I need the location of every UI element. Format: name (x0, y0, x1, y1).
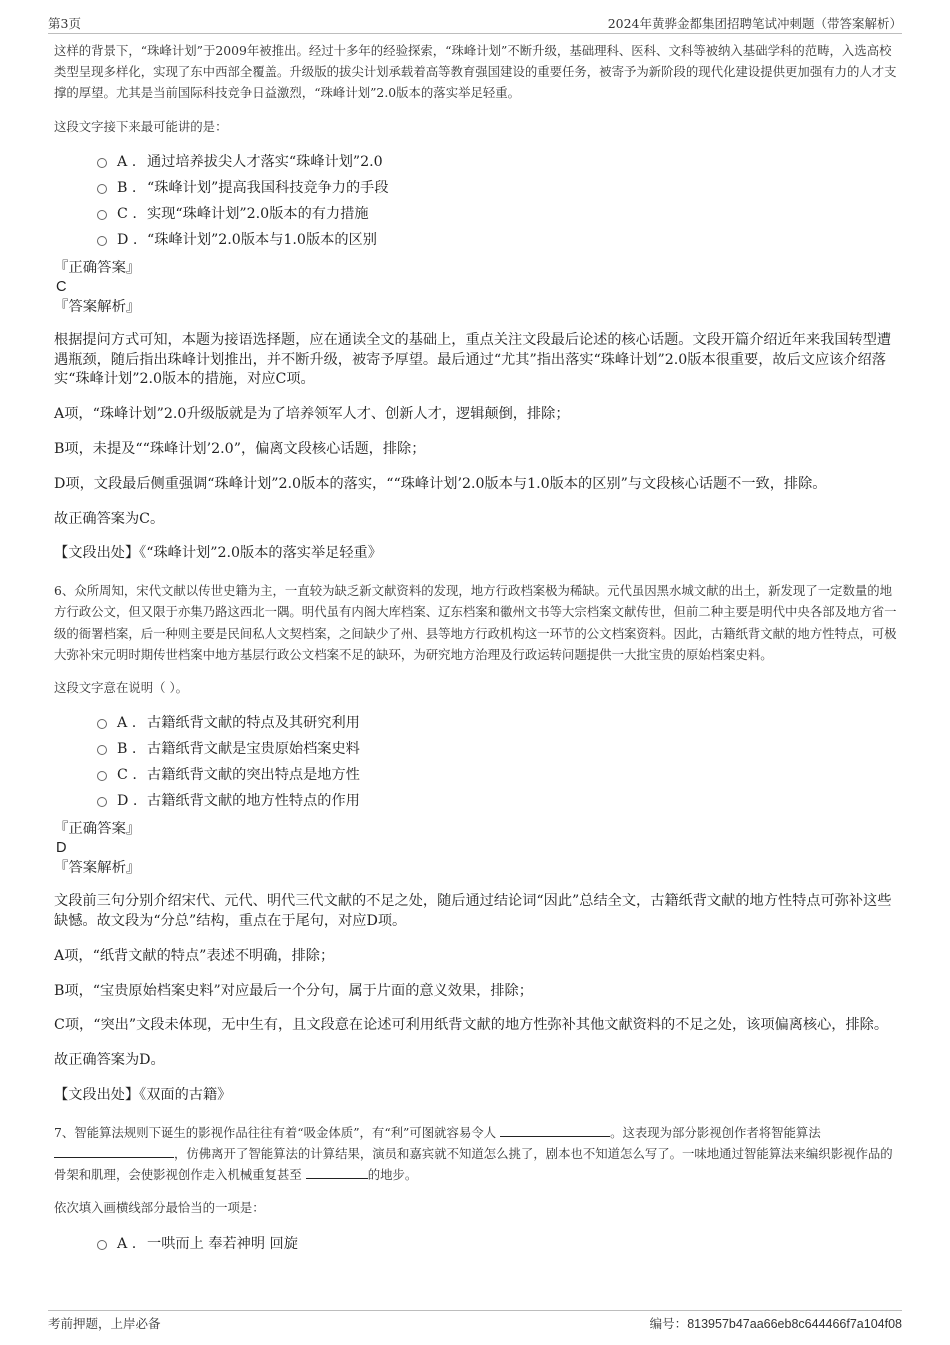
radio-icon[interactable] (97, 1240, 107, 1250)
q6-analysis-b: B项，“宝贵原始档案史料”对应最后一个分句，属于片面的意义效果，排除； (54, 982, 533, 999)
q5-option-b[interactable]: B . “珠峰计划”提高我国科技竞争力的手段 (54, 175, 900, 201)
radio-icon[interactable] (97, 184, 107, 194)
q7-options (54, 1231, 900, 1257)
radio-icon[interactable] (97, 210, 107, 220)
q5-analysis-d: D项，文段最后侧重强调“珠峰计划”2.0版本的落实，““珠峰计划’2.0版本与1.0版本的区别”与文段核心话题不一致，排除。 (54, 475, 827, 492)
footer-divider (48, 1310, 902, 1311)
q5-passage: 这样的背景下，“珠峰计划”于2009年被推出。经过十多年的经验探索，“珠峰计划”不断升级，基础理科、医科、文科等被纳入基础学科的范畴，入选高校类型呈现多样化，实现了东中西部全覆盖。升级版的拔尖计划承载着高等教育强国建设的重要任务，被寄予为新阶段的现代化建设提供更加强有力的人才支撑的厚望。尤其是当前国际科技竞争日益激烈，“珠峰计划”2.0版本的落实举足轻重。 (54, 43, 897, 101)
q5-analysis-a: A项，“珠峰计划”2.0升级版就是为了培养领军人才、创新人才，逻辑颠倒，排除； (54, 406, 570, 423)
q6-option-d[interactable]: D . 古籍纸背文献的地方性特点的作用 (54, 788, 900, 814)
page-content (54, 40, 900, 1257)
q6-options (54, 710, 900, 814)
page-number: 第3页 (48, 16, 81, 31)
q6-analysis-label: 『答案解析』 (54, 860, 141, 877)
q7-option-a[interactable]: A . 一哄而上 奉若神明 回旋 (54, 1231, 900, 1257)
page-header (48, 14, 902, 32)
q7-prompt: 依次填入画横线部分最恰当的一项是： (54, 1200, 265, 1216)
fill-blank-2[interactable] (54, 1145, 174, 1158)
footer-slogan: 考前押题，上岸必备 (48, 1316, 161, 1331)
q5-analysis-b: B项，未提及““珠峰计划’2.0”，偏离文段核心话题，排除； (54, 441, 426, 457)
q6-analysis-a: A项，“纸背文献的特点”表述不明确，排除； (54, 947, 335, 964)
q5-option-a[interactable]: A . 通过培养拔尖人才落实“珠峰计划”2.0 (54, 149, 900, 175)
q6-answer: D (56, 840, 67, 857)
q6-passage: 6、众所周知，宋代文献以传世史籍为主，一直较为缺乏新文献资料的发现，地方行政档案极为稀缺。元代虽因黑水城文献的出土，新发现了一定数量的地方行政公文，但又限于亦集乃路这西北一隅。明代虽有内阁大库档案、辽东档案和徽州文书等大宗档案文献传世，但前二种主要是明代中央各部及地方省一级的衙署档案，后一种则主要是民间私人文契档案，之间缺少了州、县等地方行政机构这一环节的公文档案资料。因此，古籍纸背文献的地方性特点，可极大弥补宋元明时期传世档案中地方基层行政公文档案不足的缺环，为研究地方治理及行政运转问题提供一大批宝贵的原始档案史料。 (54, 583, 897, 662)
q5-answer-label: 『正确答案』 (54, 259, 141, 276)
q6-source: 【文段出处】《双面的古籍》 (54, 1086, 232, 1103)
radio-icon[interactable] (97, 236, 107, 246)
q6-option-b[interactable]: B . 古籍纸背文献是宝贵原始档案史料 (54, 736, 900, 762)
q6-option-c[interactable]: C . 古籍纸背文献的突出特点是地方性 (54, 762, 900, 788)
radio-icon[interactable] (97, 158, 107, 168)
q5-analysis-main: 根据提问方式可知，本题为接语选择题，应在通读全文的基础上，重点关注文段最后论述的核心话题。文段开篇介绍近年来我国转型遭遇瓶颈，随后指出珠峰计划推出，并不断升级，被寄予厚望。最后通过“尤其”指出落实“珠峰计划”2.0版本很重要，故后文应该介绍落实“珠峰计划”2.0版本的措施，对应C项。 (54, 331, 892, 388)
q6-analysis-main: 文段前三句分别介绍宋代、元代、明代三代文献的不足之处，随后通过结论词“因此”总结全文，古籍纸背文献的地方性特点可弥补这些缺憾。故文段为“分总”结构，重点在于尾句，对应D项。 (54, 893, 892, 929)
radio-icon[interactable] (97, 797, 107, 807)
fill-blank-3[interactable] (306, 1166, 368, 1179)
q6-prompt: 这段文字意在说明（ ）。 (54, 680, 189, 695)
q5-prompt: 这段文字接下来最可能讲的是： (54, 118, 228, 134)
q5-option-c[interactable]: C . 实现“珠峰计划”2.0版本的有力措施 (54, 201, 900, 227)
q6-answer-label: 『正确答案』 (54, 821, 141, 838)
radio-icon[interactable] (97, 771, 107, 781)
document-title: 2024年黄骅金都集团招聘笔试冲刺题（带答案解析） (607, 16, 902, 31)
q5-options (54, 149, 900, 253)
q5-conclusion: 故正确答案为C。 (54, 510, 165, 527)
q5-option-d[interactable]: D . “珠峰计划”2.0版本与1.0版本的区别 (54, 227, 900, 253)
radio-icon[interactable] (97, 719, 107, 729)
q6-analysis-c: C项，“突出”文段未体现，无中生有，且文段意在论述可利用纸背文献的地方性弥补其他文献资料的不足之处，该项偏离核心，排除。 (54, 1017, 889, 1034)
q5-answer: C (56, 278, 67, 295)
q5-analysis-label: 『答案解析』 (54, 298, 141, 315)
fill-blank-1[interactable] (500, 1124, 610, 1137)
q5-source: 【文段出处】《“珠峰计划”2.0版本的落实举足轻重》 (54, 545, 382, 562)
header-divider (48, 33, 902, 34)
radio-icon[interactable] (97, 745, 107, 755)
q7-passage: 7、智能算法规则下诞生的影视作品往往有着“吸金体质”，有“利”可图就容易令人 。这表现为部分影视创作者将智能算法 ，仿佛离开了智能算法的计算结果，演员和嘉宾就不知道怎么挑了，剧本也不知道怎么写了。一味地通过智能算法来编织影视作品的骨架和肌理，会使影视创作走入机械重复甚至 的地步。 (54, 1124, 893, 1183)
document-code: 编号：813957b47aa66eb8c644466f7a104f08 (649, 1317, 902, 1331)
q6-conclusion: 故正确答案为D。 (54, 1052, 165, 1069)
q6-option-a[interactable]: A . 古籍纸背文献的特点及其研究利用 (54, 710, 900, 736)
